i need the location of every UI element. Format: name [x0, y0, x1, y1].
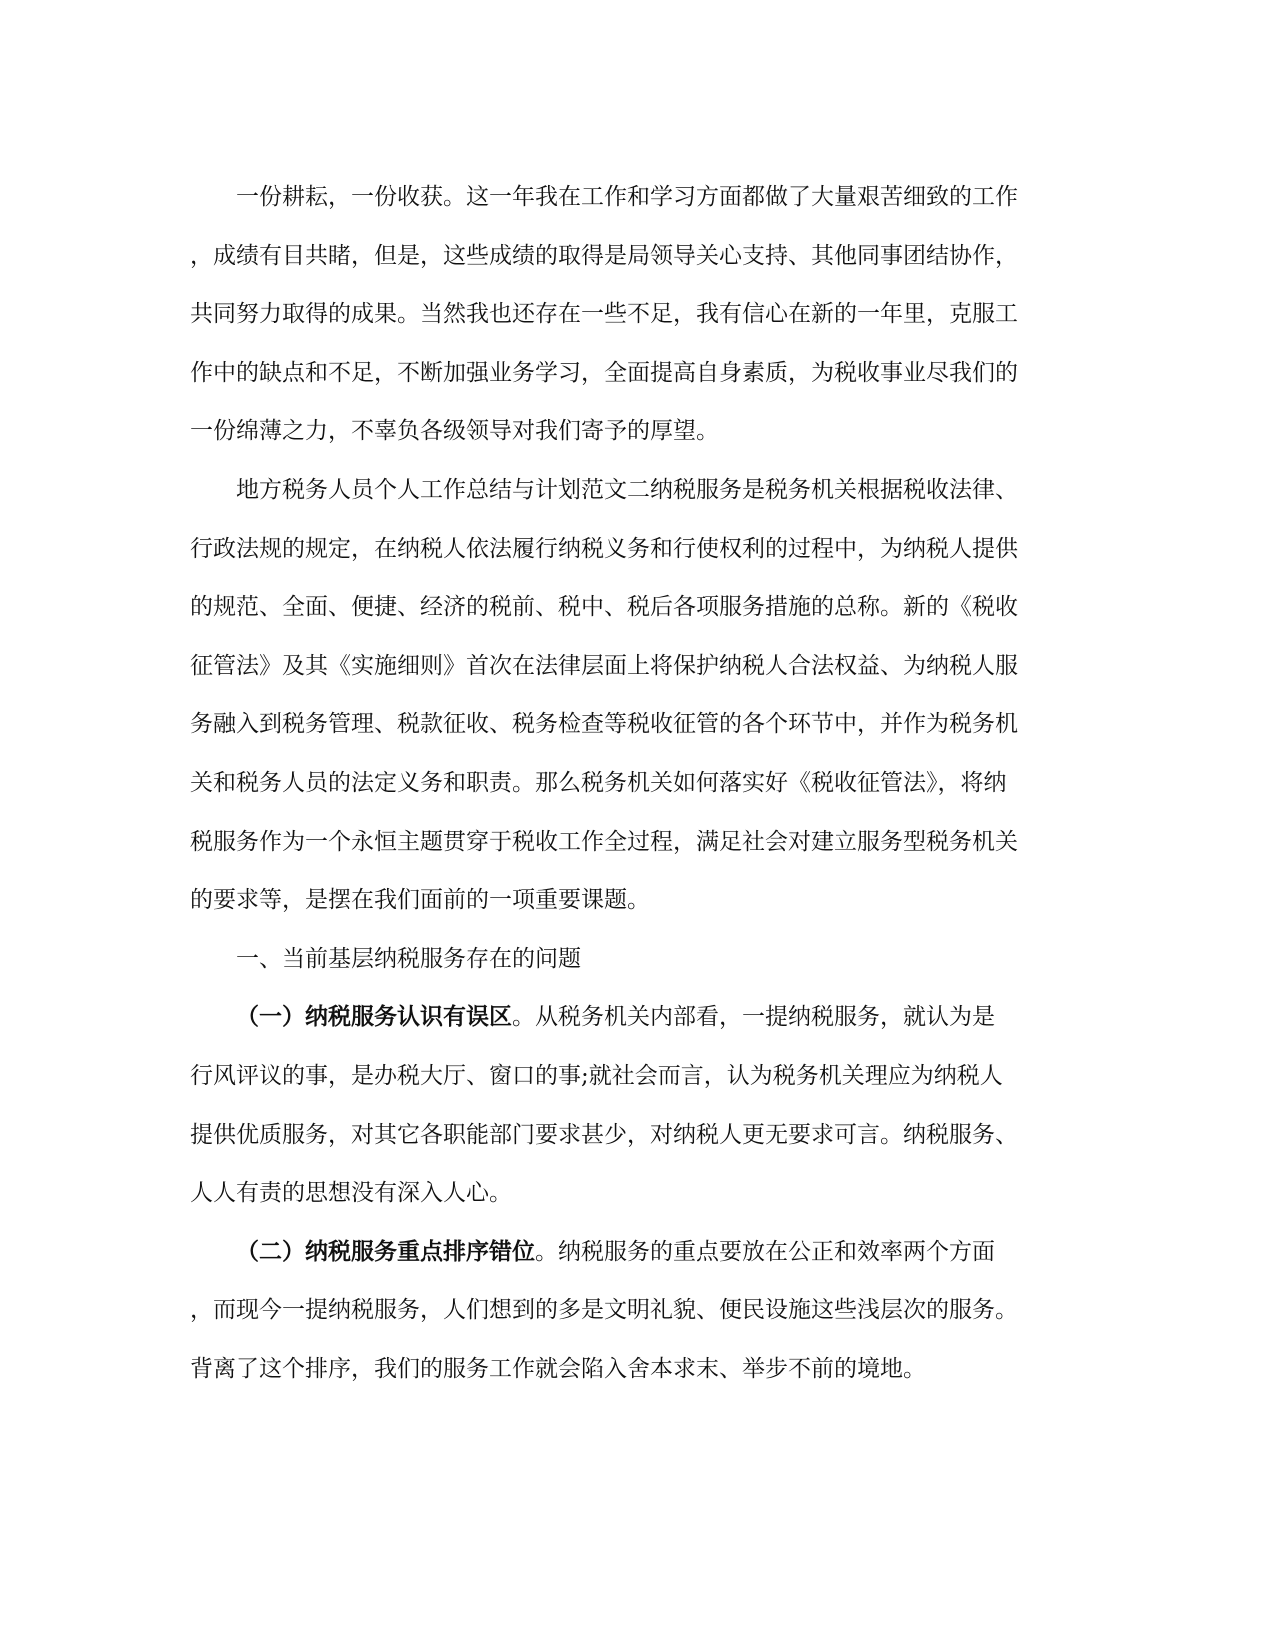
- paragraph-point-1: [190, 988, 1090, 1222]
- text-line: 税服务作为一个永恒主题贯穿于税收工作全过程，满足社会对建立服务型税务机关: [190, 828, 1018, 855]
- paragraph-point-2: [190, 1223, 1090, 1399]
- text-line: 共同努力取得的成果。当然我也还存在一些不足，我有信心在新的一年里，克服工: [190, 301, 1018, 328]
- text-line: 的要求等，是摆在我们面前的一项重要课题。: [190, 887, 650, 914]
- text-line: 行政法规的规定，在纳税人依法履行纳税义务和行使权利的过程中，为纳税人提供: [190, 535, 1018, 562]
- text-line: ，而现今一提纳税服务，人们想到的多是文明礼貌、便民设施这些浅层次的服务。: [190, 1297, 1018, 1324]
- point-lead: （一）纳税服务认识有误区: [236, 1003, 512, 1031]
- heading-text: 一、当前基层纳税服务存在的问题: [236, 945, 581, 972]
- text-line: 背离了这个排序，我们的服务工作就会陷入舍本求末、举步不前的境地。: [190, 1355, 926, 1382]
- text-line: 务融入到税务管理、税款征收、税务检查等税收征管的各个环节中，并作为税务机: [190, 711, 1018, 738]
- point-text: 。从税务机关内部看，一提纳税服务，就认为是: [512, 1004, 995, 1031]
- text-line: 提供优质服务，对其它各职能部门要求甚少，对纳税人更无要求可言。纳税服务、: [190, 1121, 1018, 1148]
- text-line: [190, 988, 1090, 1047]
- text-line: ，成绩有目共睹，但是，这些成绩的取得是局领导关心支持、其他同事团结协作，: [190, 242, 1018, 269]
- point-lead: （二）纳税服务重点排序错位: [236, 1237, 535, 1265]
- text-line: 一份耕耘，一份收获。这一年我在工作和学习方面都做了大量艰苦细致的工作: [236, 184, 1018, 210]
- text-line: 征管法》及其《实施细则》首次在法律层面上将保护纳税人合法权益、为纳税人服: [190, 652, 1018, 679]
- text-line: 作中的缺点和不足，不断加强业务学习，全面提高自身素质，为税收事业尽我们的: [190, 359, 1018, 386]
- document-body: [190, 168, 1090, 1398]
- text-line: 行风评议的事，是办税大厅、窗口的事;就社会而言，认为税务机关理应为纳税人: [190, 1062, 1003, 1089]
- text-line: 的规范、全面、便捷、经济的税前、税中、税后各项服务措施的总称。新的《税收: [190, 594, 1018, 621]
- text-line: 地方税务人员个人工作总结与计划范文二纳税服务是税务机关根据税收法律、: [236, 476, 1018, 503]
- paragraph-summary: [190, 168, 1090, 461]
- text-line: 关和税务人员的法定义务和职责。那么税务机关如何落实好《税收征管法》，将纳: [190, 769, 1007, 796]
- paragraph-intro: [190, 461, 1090, 930]
- text-line: [190, 1223, 1090, 1282]
- section-heading: [190, 930, 1090, 989]
- point-text: 。纳税服务的重点要放在公正和效率两个方面: [535, 1238, 995, 1265]
- text-line: 人人有责的思想没有深入人心。: [190, 1180, 512, 1207]
- text-line: 一份绵薄之力，不辜负各级领导对我们寄予的厚望。: [190, 418, 719, 445]
